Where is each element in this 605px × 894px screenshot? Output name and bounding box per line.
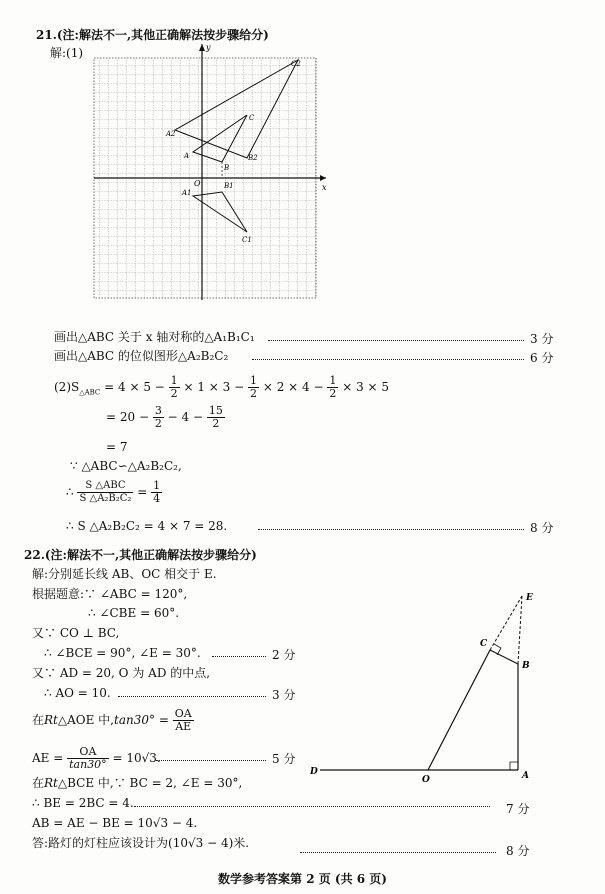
q21-line1: 画出△ABC 关于 x 轴对称的△A₁B₁C₁ (54, 330, 255, 344)
fraction (327, 375, 338, 400)
right-angle-c-icon (494, 644, 501, 655)
q21-result-score: 8 分 (530, 521, 554, 535)
label-c2: C2 (291, 60, 301, 68)
equals: = (137, 485, 148, 499)
fraction-num: OA (67, 746, 109, 759)
q21-line2-score: 6 分 (530, 351, 554, 365)
calc-sub: △ABC (79, 388, 101, 397)
fraction-den: S △A₂B₂C₂ (79, 493, 132, 504)
calc-line2b: − 4 − (167, 410, 204, 424)
fraction-den: 2 (154, 417, 162, 430)
q22-figure (310, 584, 550, 784)
fraction (248, 375, 259, 400)
right-angle-a-icon (510, 762, 518, 770)
calc-expr4: × 3 × 5 (342, 380, 390, 394)
label-b2: B2 (248, 154, 258, 162)
y-axis-arrow-icon (199, 44, 205, 51)
q22-line2: 根据题意:∵ ∠ABC = 120°, (32, 587, 188, 601)
fraction-den: 2 (250, 387, 258, 400)
fraction-num: 3 (154, 404, 162, 417)
origin-label: O (194, 179, 201, 188)
q22-line12: AB = AE − BE = 10√3 − 4. (32, 816, 198, 830)
label-a2: A2 (166, 130, 176, 138)
q22-line7-score: 3 分 (272, 688, 296, 702)
segment-ce (490, 596, 522, 650)
label-o: O (422, 775, 430, 784)
fraction-num: 1 (329, 374, 337, 387)
q21-calc-line3: = 7 (106, 440, 128, 454)
q21-coordinate-graph (90, 38, 330, 308)
fraction-num: 1 (250, 374, 258, 387)
q22-line6: 又∵ AD = 20, O 为 AD 的中点, (32, 666, 211, 680)
text: △BCE 中,∵ BC = 2, ∠E = 30°, (57, 776, 243, 790)
q21-since: ∵ △ABC∽△A₂B₂C₂, (70, 459, 182, 473)
q22-line13-score: 8 分 (506, 844, 530, 858)
fraction-num: OA (174, 707, 192, 720)
fraction-den: 4 (153, 492, 161, 505)
calc-expr2: × 1 × 3 − (183, 380, 245, 394)
fraction (151, 480, 162, 505)
fraction-num: 1 (170, 374, 178, 387)
fraction-den: AE (175, 720, 192, 733)
text: 在 (32, 776, 45, 790)
q22-line11: ∴ BE = 2BC = 4. (32, 796, 134, 810)
label-c1: C1 (242, 236, 252, 244)
label-a1: A1 (182, 189, 192, 197)
fraction-den: 2 (329, 387, 337, 400)
label-e: E (526, 593, 533, 603)
fraction (207, 405, 225, 430)
q22-line10 (32, 776, 242, 790)
q22-line12-score: 7 分 (506, 802, 530, 816)
therefore: ∴ (66, 485, 74, 499)
text-italic: Rt (44, 713, 58, 727)
label-c: C (249, 114, 255, 122)
fraction-den: tan30° (69, 758, 107, 771)
label-b1: B1 (224, 182, 234, 190)
calc-prefix: (2)S (54, 380, 80, 394)
text: △AOE 中, (57, 713, 114, 727)
label-d: D (310, 767, 318, 777)
q21-ratio (66, 480, 162, 505)
x-axis-label: x (322, 183, 327, 192)
text-italic: Rt (44, 776, 58, 790)
q21-part1: 解:(1) (50, 46, 84, 60)
leader-dots (300, 852, 496, 853)
leader-dots (258, 529, 524, 530)
fraction (67, 746, 109, 771)
q21-line2: 画出△ABC 的位似图形△A₂B₂C₂ (54, 349, 229, 363)
q21-result: ∴ S △A₂B₂C₂ = 4 × 7 = 28. (66, 519, 228, 533)
text: AE = (32, 751, 64, 765)
segment-oc (428, 650, 490, 770)
calc-line2a: = 20 − (106, 410, 150, 424)
label-c: C (480, 639, 488, 649)
calc-expr3: × 2 × 4 − (262, 380, 324, 394)
leader-dots (156, 760, 266, 761)
segment-cb (490, 650, 518, 664)
leader-dots (134, 806, 490, 807)
q22-header: 22.(注:解法不一,其他正确解法按步骤给分) (24, 548, 257, 562)
label-a: A (522, 771, 529, 781)
fraction-num: 1 (153, 479, 161, 492)
leader-dots (212, 656, 266, 657)
label-b: B (224, 164, 230, 172)
q21-header: 21.(注:解法不一,其他正确解法按步骤给分) (36, 28, 269, 42)
fraction (169, 375, 180, 400)
fraction-den: 2 (170, 387, 178, 400)
q22-line8 (32, 708, 194, 733)
fraction-num: 15 (208, 404, 223, 417)
ratio-fraction (77, 480, 133, 505)
segment-be (518, 596, 522, 664)
leader-dots (118, 696, 266, 697)
q22-line1: 解:分别延长线 AB、OC 相交于 E. (32, 567, 217, 581)
text: = 10√3. (112, 751, 161, 765)
q22-line5: ∴ ∠BCE = 90°, ∠E = 30°. (44, 646, 201, 660)
fraction-num: S △ABC (77, 480, 133, 493)
y-axis-label: y (206, 43, 211, 52)
label-b: B (522, 661, 530, 671)
equals: = (158, 713, 169, 727)
fraction (153, 405, 164, 430)
q22-line13: 答:路灯的灯柱应该设计为(10√3 − 4)米. (32, 836, 250, 850)
calc-expr1: = 4 × 5 − (104, 380, 165, 394)
q22-line4: 又∵ CO ⊥ BC, (32, 626, 120, 640)
x-axis-arrow-icon (320, 175, 326, 181)
q22-line9 (32, 746, 161, 771)
text: 在 (32, 713, 45, 727)
q21-calc-line2 (106, 405, 225, 430)
q21-calc-line1 (54, 375, 389, 400)
fraction-den: 2 (212, 417, 220, 430)
fraction (173, 708, 194, 733)
leader-dots (268, 340, 524, 341)
page-footer: 数学参考答案第 2 页 (共 6 页) (218, 872, 387, 886)
q22-line9-score: 5 分 (272, 752, 296, 766)
q22-line5-score: 2 分 (272, 648, 296, 662)
leader-dots (252, 359, 524, 360)
q22-line7: ∴ AO = 10. (44, 686, 111, 700)
q21-line1-score: 3 分 (530, 332, 554, 346)
text-italic: tan30° (114, 713, 155, 727)
label-a: A (184, 152, 190, 160)
q22-line3: ∴ ∠CBE = 60°. (88, 606, 180, 620)
